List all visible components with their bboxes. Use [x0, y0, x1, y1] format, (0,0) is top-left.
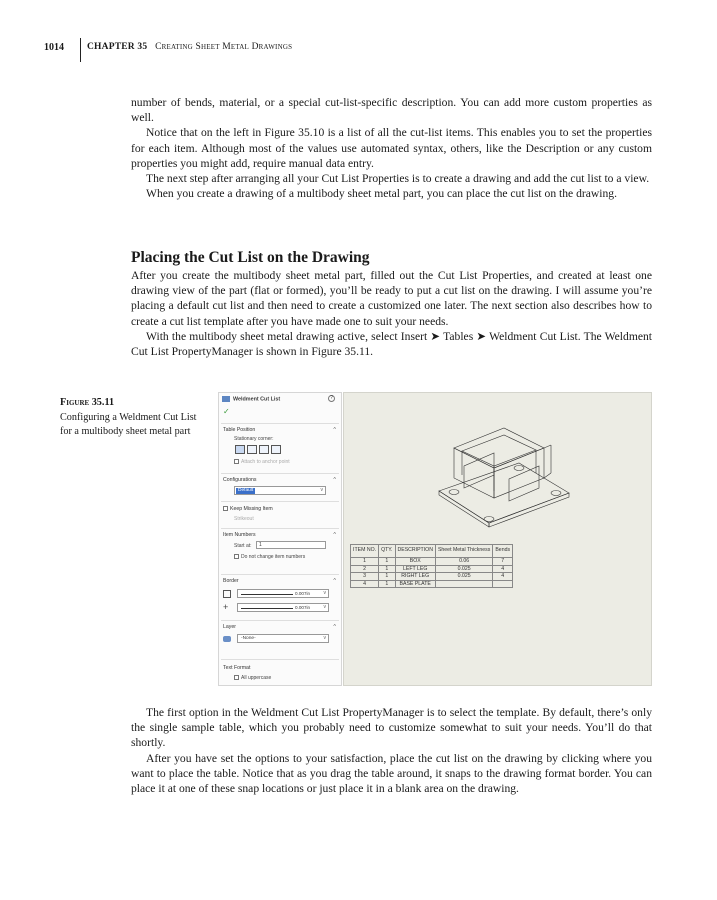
table-cell: LEFT LEG [395, 565, 435, 573]
paragraph: Notice that on the left in Figure 35.10 is a list of all the cut-list items. This enables you to set the properties for each item. Although most of the values use automated syntax, others, like the Description or any custom properties you might add, require manual data entry. [131, 126, 652, 170]
chevron-down-icon: v [323, 635, 326, 641]
divider [221, 574, 339, 575]
help-icon[interactable]: ? [328, 395, 335, 402]
collapse-icon[interactable]: ^ [333, 477, 336, 483]
divider [221, 528, 339, 529]
figure-label: Figure 35.11 [60, 397, 115, 408]
divider [221, 501, 339, 502]
chapter-title: Creating Sheet Metal Drawings [155, 42, 293, 52]
corner-bottom-right-icon[interactable] [271, 445, 281, 454]
box-side [494, 448, 544, 498]
chevron-down-icon: v [323, 590, 326, 596]
divider [221, 620, 339, 621]
configurations-header[interactable]: Configurations [223, 477, 257, 483]
section-heading: Placing the Cut List on the Drawing [131, 249, 370, 266]
table-header-row [351, 545, 513, 558]
table-cell: 0.025 [435, 565, 492, 573]
body-text-bottom [131, 705, 652, 796]
do-not-change-checkbox[interactable]: Do not change item numbers [234, 554, 305, 560]
paragraph: number of bends, material, or a special cut-list-specific description. You can add more custom properties as well. [131, 96, 652, 125]
corner-top-right-icon[interactable] [247, 445, 257, 454]
table-cell: 7 [493, 558, 513, 566]
stationary-corner-label: Stationary corner: [234, 436, 274, 442]
mounting-hole [449, 490, 459, 495]
divider [221, 423, 339, 424]
paragraph: With the multibody sheet metal drawing active, select Insert ➤ Tables ➤ Weldment Cut List. The Weldment Cut List PropertyManager is shown in Figure 35.11. [131, 329, 652, 359]
table-cell: BOX [395, 558, 435, 566]
table-cell: 0.06 [435, 558, 492, 566]
table-cell [435, 580, 492, 588]
paragraph: The first option in the Weldment Cut List PropertyManager is to select the template. By default, there’s only the single sample table, which you probably need to customize somewhat to suit your needs. You’ll do that shortly. [131, 706, 652, 750]
table-cell: 4 [493, 573, 513, 581]
corner-top-left-icon[interactable] [235, 445, 245, 454]
mounting-hole [514, 466, 524, 471]
table-row [351, 558, 513, 566]
table-position-header[interactable]: Table Position [223, 427, 256, 433]
figure-caption [60, 396, 210, 440]
layer-header[interactable]: Layer [223, 624, 236, 630]
layer-value: -None- [241, 636, 256, 641]
table-cell: 1 [379, 580, 395, 588]
text-format-header[interactable]: Text Format [223, 665, 251, 671]
base-plate-edge [489, 493, 569, 527]
table-cell: 1 [379, 565, 395, 573]
box-border-icon [223, 590, 231, 598]
table-cell: RIGHT LEG [395, 573, 435, 581]
layer-select[interactable] [237, 634, 329, 643]
column-header: QTY. [379, 545, 395, 558]
box-opening [462, 435, 536, 466]
strikeout-checkbox[interactable]: Strikeout [234, 516, 254, 522]
table-cell: 4 [493, 565, 513, 573]
start-at-label: Start at: [234, 543, 252, 549]
page-number: 1014 [44, 42, 64, 53]
left-leg [464, 453, 494, 488]
column-header: Sheet Metal Thickness [435, 545, 492, 558]
box-top [454, 428, 544, 468]
column-header: Bends [493, 545, 513, 558]
mounting-hole [484, 517, 494, 522]
table-row [351, 573, 513, 581]
collapse-icon[interactable]: ^ [333, 578, 336, 584]
chapter-label: CHAPTER 35 [87, 42, 148, 52]
collapse-icon[interactable]: ^ [333, 427, 336, 433]
right-leg [509, 466, 539, 501]
mounting-hole [551, 491, 561, 496]
cut-list-icon [222, 396, 230, 402]
table-row [351, 565, 513, 573]
chevron-down-icon: v [320, 487, 323, 493]
grid-border-thickness-select[interactable]: 0.007in v [237, 603, 329, 612]
chevron-down-icon: v [323, 604, 326, 610]
table-cell [493, 580, 513, 588]
column-header: ITEM NO. [351, 545, 379, 558]
column-header: DESCRIPTION [395, 545, 435, 558]
table-cell: 0.025 [435, 573, 492, 581]
configuration-value: Default [238, 488, 254, 493]
running-header [87, 42, 292, 52]
paragraph: When you create a drawing of a multibody sheet metal part, you can place the cut list on the drawing. [146, 187, 617, 201]
grid-border-icon: + [223, 602, 229, 612]
layer-icon [223, 636, 231, 642]
ok-checkmark-button[interactable]: ✓ [223, 407, 230, 416]
base-plate-edge [439, 491, 489, 527]
table-cell: 1 [379, 573, 395, 581]
box-border-thickness-select[interactable]: 0.007in v [237, 589, 329, 598]
all-uppercase-checkbox[interactable]: All uppercase [234, 675, 271, 681]
body-text-mid [131, 268, 652, 359]
attach-anchor-checkbox[interactable]: Attach to anchor point [234, 459, 290, 465]
corner-bottom-left-icon[interactable] [259, 445, 269, 454]
table-cell: BASE PLATE [395, 580, 435, 588]
collapse-icon[interactable]: ^ [333, 624, 336, 630]
divider [221, 473, 339, 474]
figure-caption-text: Configuring a Weldment Cut List for a multibody sheet metal part [60, 411, 197, 437]
cut-list-table[interactable] [350, 544, 513, 588]
configuration-select[interactable] [234, 486, 326, 495]
panel-title: Weldment Cut List [222, 396, 280, 402]
table-cell: 2 [351, 565, 379, 573]
body-text-top [131, 95, 652, 201]
collapse-icon[interactable]: ^ [333, 532, 336, 538]
paragraph: After you have set the options to your satisfaction, place the cut list on the drawing by clicking where you want to place the table. Notice that as you drag the table around, it snaps to the drawing format border. You can place it at one of these snap locations or just place it in a blank area on the drawing. [131, 751, 652, 796]
weldment-cut-list-propertymanager [218, 392, 342, 686]
header-rule [80, 38, 81, 62]
item-numbers-header[interactable]: Item Numbers [223, 532, 256, 538]
table-cell: 1 [351, 558, 379, 566]
table-cell: 4 [351, 580, 379, 588]
border-header[interactable]: Border [223, 578, 239, 584]
keep-missing-checkbox[interactable]: Keep Missing Item [223, 506, 273, 512]
part-isometric-view [344, 393, 652, 686]
table-cell: 1 [379, 558, 395, 566]
paragraph: The next step after arranging all your Cut List Properties is to create a drawing and add the cut list to a view. [146, 172, 650, 186]
divider [221, 659, 339, 660]
table-row [351, 580, 513, 588]
drawing-graphics-area[interactable] [343, 392, 652, 686]
table-cell: 3 [351, 573, 379, 581]
start-at-input[interactable]: 1 [256, 541, 326, 549]
paragraph: After you create the multibody sheet metal part, filled out the Cut List Properties, and created at least one drawing view of the part (flat or formed), you’ll be ready to put a cut list on the drawing. I will assume you’re placing a default cut list and then need to create a customized one later. The next section also describes how to create a cut list template after you have made one to suit your needs. [131, 269, 652, 328]
